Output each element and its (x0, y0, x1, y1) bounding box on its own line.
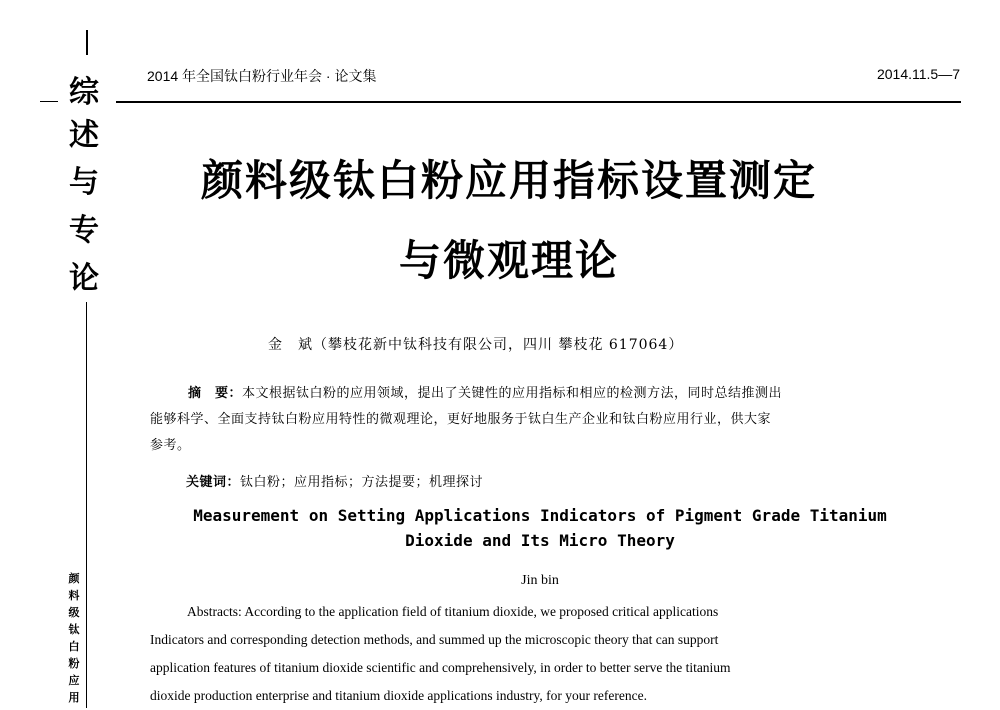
header-rule-left (40, 101, 58, 102)
abstract-cn-label: 摘 要： (188, 386, 243, 401)
english-abstract-text-1: According to the application field of titanium dioxide, we proposed critical applications (244, 604, 719, 619)
paper-title-line-2: 与微观理论 (398, 236, 619, 285)
english-abstract-line-3: application features of titanium dioxide scientific and comprehensively, in order to better serve the titanium (150, 660, 731, 675)
page-reference: 2014.11.5—7 (876, 66, 960, 82)
author-affiliation: 金 斌（攀枝花新中钛科技有限公司，四川 攀枝花 617064） (268, 337, 684, 353)
sidebar-small-char-7: 应 (68, 674, 80, 687)
keywords-cn-text: 钛白粉；应用指标；方法提要；机理探讨 (240, 475, 484, 490)
sidebar-small-char-8: 用 (68, 691, 80, 704)
conference-header: 2014 年全国钛白粉行业年会 · 论文集 (147, 68, 377, 84)
keywords-cn-label: 关键词： (186, 475, 241, 490)
sidebar-char-3: 与 (69, 165, 99, 200)
english-abstract-label: Abstracts: (187, 604, 242, 619)
sidebar-char-1: 综 (69, 75, 99, 110)
english-title-line-1: Measurement on Setting Applications Indicators of Pigment Grade Titanium (193, 506, 887, 525)
abstract-cn-line-2: 能够科学、全面支持钛白粉应用特性的微观理论，更好地服务于钛白生产企业和钛白粉应用行业，供大家 (150, 412, 772, 427)
sidebar-small-char-2: 料 (68, 589, 80, 602)
abstract-cn-line-1 (150, 384, 950, 404)
sidebar-rule-bottom (86, 302, 87, 708)
abstract-cn (150, 384, 950, 456)
english-abstract-line-1 (150, 598, 950, 626)
sidebar-small-char-5: 白 (68, 640, 80, 653)
sidebar-char-2: 述 (69, 118, 99, 153)
sidebar-small-char-1: 颜 (68, 572, 80, 585)
english-title-line-2: Dioxide and Its Micro Theory (405, 531, 675, 550)
sidebar-char-5: 论 (69, 261, 99, 296)
english-abstract (150, 598, 950, 710)
abstract-cn-text-1: 本文根据钛白粉的应用领域，提出了关键性的应用指标和相应的检测方法，同时总结推测出 (242, 386, 783, 401)
english-abstract-line-4: dioxide production enterprise and titanium dioxide applications industry, for your reference. (150, 688, 647, 703)
sidebar-char-4: 专 (69, 213, 99, 248)
keywords-cn (186, 473, 483, 493)
sidebar-small-char-3: 级 (68, 606, 80, 619)
sidebar-rule-top (86, 30, 88, 55)
english-abstract-line-2: Indicators and corresponding detection methods, and summed up the microscopic theory that can support (150, 632, 719, 647)
english-author: Jin bin (521, 573, 559, 588)
header-rule (116, 101, 961, 103)
sidebar-small-char-4: 钛 (68, 623, 80, 636)
paper-title-line-1: 颜料级钛白粉应用指标设置测定 (200, 156, 817, 205)
abstract-cn-line-3: 参考。 (150, 438, 191, 453)
sidebar-small-char-6: 粉 (68, 657, 80, 670)
